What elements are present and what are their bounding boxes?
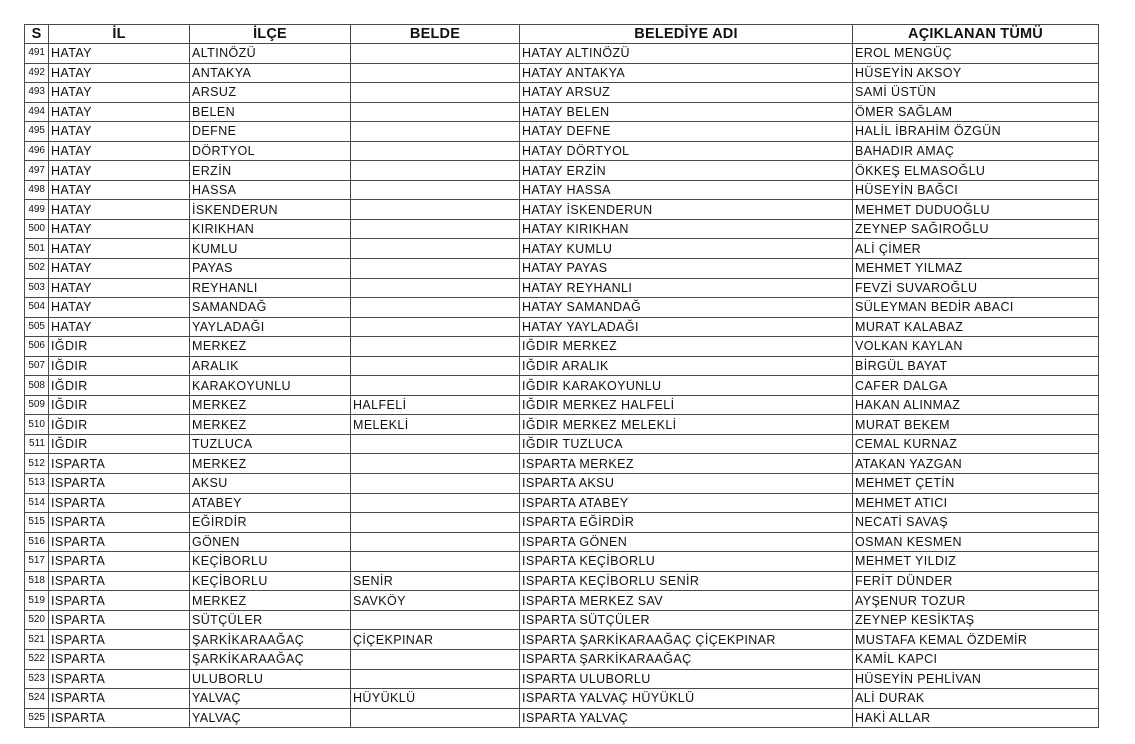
cell-belde (351, 493, 520, 513)
cell-ilce: KIRIKHAN (190, 219, 351, 239)
cell-s: 501 (25, 239, 49, 259)
cell-il: HATAY (49, 161, 190, 181)
cell-s: 500 (25, 219, 49, 239)
cell-belde (351, 83, 520, 103)
cell-s: 509 (25, 395, 49, 415)
cell-s: 506 (25, 337, 49, 357)
cell-aday: ZEYNEP SAĞIROĞLU (853, 219, 1099, 239)
cell-s: 520 (25, 610, 49, 630)
header-ilce: İLÇE (190, 25, 351, 44)
cell-aday: HAKAN ALINMAZ (853, 395, 1099, 415)
table-row (25, 669, 1099, 689)
cell-ilce: MERKEZ (190, 454, 351, 474)
cell-ilce: YAYLADAĞI (190, 317, 351, 337)
cell-s: 502 (25, 259, 49, 279)
cell-belediye: ISPARTA YALVAÇ (520, 708, 853, 728)
cell-ilce: AKSU (190, 474, 351, 494)
table-row (25, 356, 1099, 376)
cell-il: HATAY (49, 278, 190, 298)
cell-aday: MURAT BEKEM (853, 415, 1099, 435)
cell-belde (351, 454, 520, 474)
cell-belde (351, 161, 520, 181)
cell-il: HATAY (49, 219, 190, 239)
cell-s: 511 (25, 434, 49, 454)
cell-ilce: MERKEZ (190, 415, 351, 435)
cell-aday: ALİ DURAK (853, 689, 1099, 709)
cell-belde (351, 239, 520, 259)
cell-il: HATAY (49, 317, 190, 337)
cell-il: HATAY (49, 83, 190, 103)
cell-ilce: ARALIK (190, 356, 351, 376)
cell-il: HATAY (49, 239, 190, 259)
cell-il: HATAY (49, 122, 190, 142)
cell-belde (351, 669, 520, 689)
cell-belde (351, 141, 520, 161)
cell-il: ISPARTA (49, 630, 190, 650)
cell-ilce: KEÇİBORLU (190, 552, 351, 572)
table-row (25, 434, 1099, 454)
cell-il: IĞDIR (49, 395, 190, 415)
cell-belde: HALFELİ (351, 395, 520, 415)
cell-aday: ÖKKEŞ ELMASOĞLU (853, 161, 1099, 181)
cell-belediye: HATAY DÖRTYOL (520, 141, 853, 161)
cell-aday: SAMİ ÜSTÜN (853, 83, 1099, 103)
cell-belde (351, 708, 520, 728)
cell-belediye: ISPARTA MERKEZ SAV (520, 591, 853, 611)
cell-ilce: DÖRTYOL (190, 141, 351, 161)
cell-belediye: IĞDIR MERKEZ HALFELİ (520, 395, 853, 415)
cell-belde (351, 552, 520, 572)
cell-ilce: YALVAÇ (190, 689, 351, 709)
table-row (25, 376, 1099, 396)
table-row (25, 610, 1099, 630)
cell-ilce: MERKEZ (190, 337, 351, 357)
table-row (25, 493, 1099, 513)
cell-aday: HÜSEYİN PEHLİVAN (853, 669, 1099, 689)
cell-s: 505 (25, 317, 49, 337)
cell-ilce: İSKENDERUN (190, 200, 351, 220)
cell-il: ISPARTA (49, 454, 190, 474)
cell-ilce: TUZLUCA (190, 434, 351, 454)
cell-aday: MEHMET YILDIZ (853, 552, 1099, 572)
cell-belde (351, 298, 520, 318)
cell-il: HATAY (49, 141, 190, 161)
cell-belde (351, 102, 520, 122)
cell-belediye: HATAY BELEN (520, 102, 853, 122)
cell-ilce: ŞARKİKARAAĞAÇ (190, 630, 351, 650)
cell-il: HATAY (49, 200, 190, 220)
cell-il: ISPARTA (49, 513, 190, 533)
cell-aday: HÜSEYİN AKSOY (853, 63, 1099, 83)
cell-aday: KAMİL KAPCI (853, 649, 1099, 669)
cell-s: 507 (25, 356, 49, 376)
table-row (25, 708, 1099, 728)
cell-belde (351, 356, 520, 376)
cell-belediye: ISPARTA GÖNEN (520, 532, 853, 552)
cell-aday: FERİT DÜNDER (853, 571, 1099, 591)
cell-ilce: BELEN (190, 102, 351, 122)
cell-belediye: HATAY ERZİN (520, 161, 853, 181)
cell-belde (351, 278, 520, 298)
cell-il: ISPARTA (49, 689, 190, 709)
table-row (25, 395, 1099, 415)
cell-s: 516 (25, 532, 49, 552)
cell-ilce: HASSA (190, 180, 351, 200)
cell-belediye: HATAY KUMLU (520, 239, 853, 259)
cell-s: 508 (25, 376, 49, 396)
table-row (25, 415, 1099, 435)
cell-belde (351, 337, 520, 357)
cell-belediye: HATAY ARSUZ (520, 83, 853, 103)
cell-il: ISPARTA (49, 532, 190, 552)
cell-belde (351, 474, 520, 494)
cell-belediye: IĞDIR ARALIK (520, 356, 853, 376)
cell-belde (351, 122, 520, 142)
candidate-table (24, 24, 1099, 728)
cell-il: IĞDIR (49, 356, 190, 376)
cell-belediye: HATAY KIRIKHAN (520, 219, 853, 239)
cell-aday: MEHMET DUDUOĞLU (853, 200, 1099, 220)
table-row (25, 63, 1099, 83)
cell-il: IĞDIR (49, 376, 190, 396)
cell-s: 510 (25, 415, 49, 435)
cell-belediye: HATAY SAMANDAĞ (520, 298, 853, 318)
cell-s: 503 (25, 278, 49, 298)
table-row (25, 571, 1099, 591)
cell-belde (351, 259, 520, 279)
cell-belde: MELEKLİ (351, 415, 520, 435)
cell-s: 517 (25, 552, 49, 572)
cell-il: HATAY (49, 298, 190, 318)
cell-aday: ZEYNEP KESİKTAŞ (853, 610, 1099, 630)
cell-belediye: ISPARTA ŞARKİKARAAĞAÇ ÇİÇEKPINAR (520, 630, 853, 650)
cell-aday: MEHMET YILMAZ (853, 259, 1099, 279)
cell-ilce: GÖNEN (190, 532, 351, 552)
table-row (25, 337, 1099, 357)
cell-il: HATAY (49, 180, 190, 200)
cell-belediye: ISPARTA EĞİRDİR (520, 513, 853, 533)
table-row (25, 278, 1099, 298)
cell-aday: VOLKAN KAYLAN (853, 337, 1099, 357)
cell-belediye: HATAY ALTINÖZÜ (520, 44, 853, 64)
cell-ilce: ARSUZ (190, 83, 351, 103)
header-row (25, 25, 1099, 44)
cell-belediye: HATAY DEFNE (520, 122, 853, 142)
cell-aday: ATAKAN YAZGAN (853, 454, 1099, 474)
cell-belde (351, 317, 520, 337)
table-row (25, 44, 1099, 64)
cell-belde (351, 200, 520, 220)
cell-il: HATAY (49, 102, 190, 122)
cell-aday: ÖMER SAĞLAM (853, 102, 1099, 122)
table-row (25, 454, 1099, 474)
cell-belde: SAVKÖY (351, 591, 520, 611)
table-row (25, 513, 1099, 533)
table-row (25, 649, 1099, 669)
cell-ilce: DEFNE (190, 122, 351, 142)
cell-aday: BİRGÜL BAYAT (853, 356, 1099, 376)
cell-belde (351, 180, 520, 200)
cell-il: IĞDIR (49, 415, 190, 435)
header-belde: BELDE (351, 25, 520, 44)
cell-belediye: ISPARTA KEÇİBORLU SENİR (520, 571, 853, 591)
table-row (25, 200, 1099, 220)
cell-belde (351, 219, 520, 239)
cell-aday: SÜLEYMAN BEDİR ABACI (853, 298, 1099, 318)
cell-s: 514 (25, 493, 49, 513)
cell-belde (351, 434, 520, 454)
cell-ilce: YALVAÇ (190, 708, 351, 728)
cell-belediye: IĞDIR KARAKOYUNLU (520, 376, 853, 396)
header-belediye-adi: BELEDİYE ADI (520, 25, 853, 44)
cell-belediye: HATAY İSKENDERUN (520, 200, 853, 220)
table-row (25, 259, 1099, 279)
cell-s: 495 (25, 122, 49, 142)
cell-belediye: ISPARTA MERKEZ (520, 454, 853, 474)
cell-ilce: SÜTÇÜLER (190, 610, 351, 630)
cell-s: 499 (25, 200, 49, 220)
table-row (25, 474, 1099, 494)
cell-il: ISPARTA (49, 474, 190, 494)
cell-ilce: EĞİRDİR (190, 513, 351, 533)
cell-s: 524 (25, 689, 49, 709)
cell-s: 496 (25, 141, 49, 161)
cell-belediye: ISPARTA AKSU (520, 474, 853, 494)
cell-aday: CAFER DALGA (853, 376, 1099, 396)
cell-s: 491 (25, 44, 49, 64)
cell-belediye: HATAY HASSA (520, 180, 853, 200)
cell-ilce: MERKEZ (190, 591, 351, 611)
cell-ilce: ANTAKYA (190, 63, 351, 83)
cell-belediye: ISPARTA YALVAÇ HÜYÜKLÜ (520, 689, 853, 709)
cell-belediye: ISPARTA SÜTÇÜLER (520, 610, 853, 630)
cell-il: ISPARTA (49, 552, 190, 572)
cell-ilce: ATABEY (190, 493, 351, 513)
cell-s: 512 (25, 454, 49, 474)
cell-il: ISPARTA (49, 591, 190, 611)
cell-il: ISPARTA (49, 649, 190, 669)
cell-belde (351, 532, 520, 552)
cell-belediye: ISPARTA ŞARKİKARAAĞAÇ (520, 649, 853, 669)
cell-belediye: ISPARTA ATABEY (520, 493, 853, 513)
cell-il: ISPARTA (49, 669, 190, 689)
cell-aday: OSMAN KESMEN (853, 532, 1099, 552)
cell-aday: MUSTAFA KEMAL ÖZDEMİR (853, 630, 1099, 650)
cell-s: 515 (25, 513, 49, 533)
cell-il: ISPARTA (49, 571, 190, 591)
cell-belediye: HATAY REYHANLI (520, 278, 853, 298)
table-row (25, 83, 1099, 103)
cell-il: ISPARTA (49, 708, 190, 728)
cell-s: 518 (25, 571, 49, 591)
cell-s: 521 (25, 630, 49, 650)
cell-belediye: HATAY PAYAS (520, 259, 853, 279)
cell-il: HATAY (49, 63, 190, 83)
cell-belediye: IĞDIR MERKEZ MELEKLİ (520, 415, 853, 435)
cell-ilce: ULUBORLU (190, 669, 351, 689)
cell-s: 522 (25, 649, 49, 669)
cell-s: 494 (25, 102, 49, 122)
cell-ilce: REYHANLI (190, 278, 351, 298)
cell-belde: HÜYÜKLÜ (351, 689, 520, 709)
cell-belde (351, 513, 520, 533)
cell-belediye: HATAY ANTAKYA (520, 63, 853, 83)
table-row (25, 122, 1099, 142)
cell-s: 519 (25, 591, 49, 611)
cell-s: 504 (25, 298, 49, 318)
cell-belde (351, 63, 520, 83)
cell-belde: ÇİÇEKPINAR (351, 630, 520, 650)
cell-aday: HAKİ ALLAR (853, 708, 1099, 728)
cell-aday: FEVZİ SUVAROĞLU (853, 278, 1099, 298)
cell-s: 493 (25, 83, 49, 103)
table-row (25, 630, 1099, 650)
table-row (25, 298, 1099, 318)
cell-ilce: ALTINÖZÜ (190, 44, 351, 64)
header-il: İL (49, 25, 190, 44)
cell-ilce: ERZİN (190, 161, 351, 181)
table-row (25, 102, 1099, 122)
cell-aday: EROL MENGÜÇ (853, 44, 1099, 64)
cell-aday: ALİ ÇİMER (853, 239, 1099, 259)
cell-aday: MURAT KALABAZ (853, 317, 1099, 337)
table-row (25, 532, 1099, 552)
cell-belde (351, 376, 520, 396)
cell-s: 492 (25, 63, 49, 83)
cell-belde (351, 610, 520, 630)
cell-aday: NECATİ SAVAŞ (853, 513, 1099, 533)
cell-ilce: KARAKOYUNLU (190, 376, 351, 396)
cell-belediye: HATAY YAYLADAĞI (520, 317, 853, 337)
cell-s: 525 (25, 708, 49, 728)
table-row (25, 317, 1099, 337)
cell-belediye: ISPARTA ULUBORLU (520, 669, 853, 689)
cell-ilce: SAMANDAĞ (190, 298, 351, 318)
cell-il: HATAY (49, 259, 190, 279)
cell-il: IĞDIR (49, 434, 190, 454)
cell-belediye: ISPARTA KEÇİBORLU (520, 552, 853, 572)
cell-belde (351, 44, 520, 64)
cell-aday: MEHMET ÇETİN (853, 474, 1099, 494)
cell-ilce: KUMLU (190, 239, 351, 259)
cell-ilce: KEÇİBORLU (190, 571, 351, 591)
table-row (25, 219, 1099, 239)
cell-aday: HÜSEYİN BAĞCI (853, 180, 1099, 200)
cell-s: 497 (25, 161, 49, 181)
cell-ilce: MERKEZ (190, 395, 351, 415)
cell-aday: BAHADIR AMAÇ (853, 141, 1099, 161)
cell-s: 513 (25, 474, 49, 494)
table-body (25, 44, 1099, 728)
header-aciklanan: AÇIKLANAN TÜMÜ (853, 25, 1099, 44)
cell-belediye: IĞDIR MERKEZ (520, 337, 853, 357)
table-row (25, 239, 1099, 259)
cell-il: ISPARTA (49, 493, 190, 513)
cell-belde: SENİR (351, 571, 520, 591)
header-s: S (25, 25, 49, 44)
table-row (25, 180, 1099, 200)
cell-il: ISPARTA (49, 610, 190, 630)
cell-aday: AYŞENUR TOZUR (853, 591, 1099, 611)
table-row (25, 552, 1099, 572)
cell-aday: HALİL İBRAHİM ÖZGÜN (853, 122, 1099, 142)
cell-aday: MEHMET ATICI (853, 493, 1099, 513)
cell-s: 498 (25, 180, 49, 200)
cell-belediye: IĞDIR TUZLUCA (520, 434, 853, 454)
cell-ilce: ŞARKİKARAAĞAÇ (190, 649, 351, 669)
cell-aday: CEMAL KURNAZ (853, 434, 1099, 454)
cell-il: IĞDIR (49, 337, 190, 357)
table-row (25, 689, 1099, 709)
cell-belde (351, 649, 520, 669)
table-row (25, 161, 1099, 181)
cell-s: 523 (25, 669, 49, 689)
table-row (25, 591, 1099, 611)
table-row (25, 141, 1099, 161)
cell-il: HATAY (49, 44, 190, 64)
cell-ilce: PAYAS (190, 259, 351, 279)
